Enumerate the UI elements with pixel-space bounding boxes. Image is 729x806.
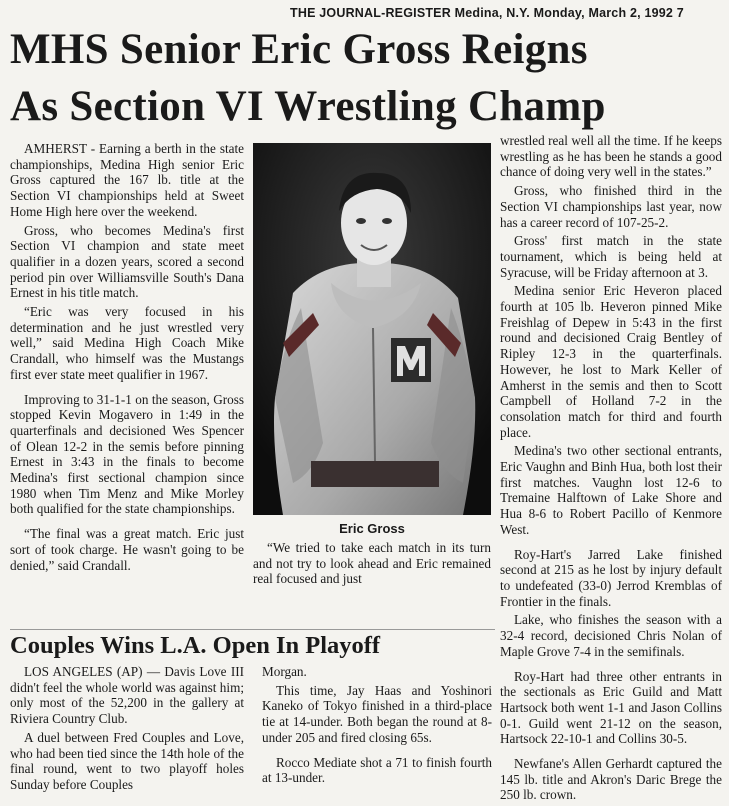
paragraph: “We tried to take each match in its turn and not try to look ahead and Eric remained real focused and just: [253, 540, 491, 587]
second-story-column-2: [262, 664, 492, 789]
photo-caption: Eric Gross: [339, 521, 405, 536]
paragraph: This time, Jay Haas and Yoshinori Kaneko of Tokyo finished in a third-place tie at 14-under. Both began the round at 8-under 205 and fired closing 65s.: [262, 682, 492, 745]
paragraph: Gross, who finished third in the Section VI championships last year, now has a career record of 107-25-2.: [500, 183, 722, 230]
paragraph: Medina's two other sectional entrants, Eric Vaughn and Binh Hua, both lost their first matches. Vaughn lost 12-6 to Tremaine Halftown of Lake Shore and Hua 8-6 to Robert Pacillo of Kenmore West.: [500, 443, 722, 537]
paragraph: Newfane's Allen Gerhardt captured the 145 lb. title and Akron's Daric Brege the 250 lb. crown.: [500, 756, 722, 803]
paragraph: Medina senior Eric Heveron placed fourth at 105 lb. Heveron pinned Mike Freishlag of Depew in 5:43 in the first round and decisioned Craig Bentley of Ripley 12-3 in the quarterfinals. However, he lost to Mark Keller of Amherst in the semis and then to Scott Campbell of Holland 7-2 in the consolation match for third and fourth place.: [500, 283, 722, 440]
paragraph: Lake, who finishes the season with a 32-4 record, decisioned Chris Nolan of Maple Grove 7-4 in the semifinals.: [500, 612, 722, 659]
paragraph: Morgan.: [262, 664, 307, 679]
main-story-column-2: [253, 540, 491, 590]
paragraph: LOS ANGELES (AP) — Davis Love III didn't feel the whole world was against him; only most of the 52,200 in the gallery at Riviera Country Club.: [10, 664, 244, 727]
main-story-column-3: [500, 133, 722, 806]
masthead: THE JOURNAL-REGISTER Medina, N.Y. Monday, March 2, 1992 7: [290, 6, 684, 20]
main-story-column-1: [10, 141, 244, 576]
paragraph: Improving to 31-1-1 on the season, Gross stopped Kevin Mogavero in 1:49 in the quarterfinals and decisioned Wes Spencer of Olean 12-2 in the semis before pinning Ernest in 3:43 in the finals to become Medina's first sectional champion since 1980 when Tim Menz and Mike Morley both qualified for the state championships.: [10, 391, 244, 517]
paragraph: wrestled real well all the time. If he keeps wrestling as he has been he stands a good chance of doing very well in the states.”: [500, 133, 722, 180]
paragraph: “Eric was very focused in his determination and he just wrestled very well,” said Medina High Coach Mike Crandall, who himself was the Mustangs first ever state meet qualifier in 1967.: [10, 304, 244, 382]
paragraph: AMHERST - Earning a berth in the state championships, Medina High senior Eric Gross captured the 167 lb. title at the Section VI championships held at Sweet Home High here over the weekend.: [10, 141, 244, 219]
paragraph: Roy-Hart had three other entrants in the sectionals as Eric Guild and Matt Hartsock both went 1-1 and Jason Collins 0-1. Guild went 21-12 on the season, Hartsock 22-10-1 and Collins 30-5.: [500, 668, 722, 747]
second-story-column-1: [10, 664, 244, 796]
paragraph: Gross' first match in the state tournament, which is being held at Syracuse, will be Friday afternoon at 3.: [500, 233, 722, 280]
section-divider: [10, 629, 495, 630]
headline-line-2: As Section VI Wrestling Champ: [10, 83, 606, 130]
paragraph: Rocco Mediate shot a 71 to finish fourth at 13-under.: [262, 754, 492, 786]
wrestler-photo-illustration: [253, 143, 491, 515]
second-story-headline: Couples Wins L.A. Open In Playoff: [10, 632, 381, 659]
wrestler-photo: [253, 143, 491, 515]
paragraph: A duel between Fred Couples and Love, who had been tied since the 14th hole of the final round, went to two playoff holes Sunday before Couples: [10, 729, 244, 792]
paragraph: Gross, who becomes Medina's first Section VI champion and state meet qualifier in a dozen years, scored a second period pin over Williamsville South's Dana Ernest in his title match.: [10, 222, 244, 301]
paragraph: Roy-Hart's Jarred Lake finished second at 215 as he lost by injury default to undefeated (33-0) Jerrod Kremblas of Frontier in the finals.: [500, 546, 722, 609]
headline-line-1: MHS Senior Eric Gross Reigns: [10, 26, 588, 73]
paragraph: “The final was a great match. Eric just sort of took charge. He wasn't going to be denied,” said Crandall.: [10, 526, 244, 573]
